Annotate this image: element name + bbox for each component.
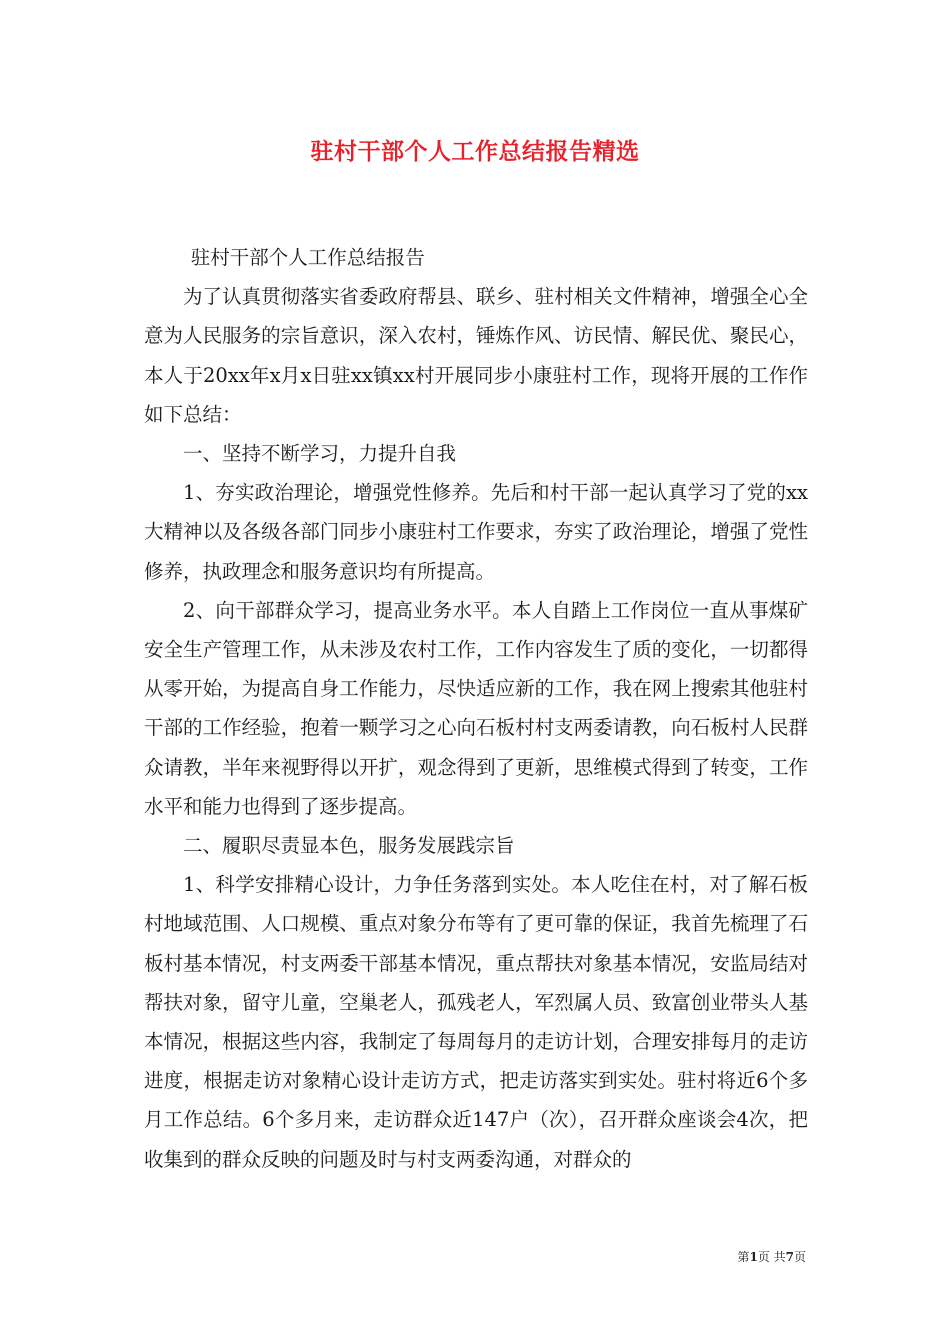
paragraph-1-2: 2、向干部群众学习，提高业务水平。本人自踏上工作岗位一直从事煤矿安全生产管理工作，从未涉及农村工作，工作内容发生了质的变化，一切都得从零开始，为提高自身工作能力，尽快适应新的工作，我在网上搜索其他驻村干部的工作经验，抱着一颗学习之心向石板村村支两委请教，向石板村人民群众请教，半年来视野得以开扩，观念得到了更新，思维模式得到了转变，工作水平和能力也得到了逐步提高。 — [144, 598, 808, 818]
document-title: 驻村干部个人工作总结报告精选 — [310, 138, 640, 165]
section-heading-2: 二、履职尽责显本色，服务发展践宗旨 — [183, 834, 515, 858]
footer-middle: 页 共 — [757, 1250, 786, 1264]
paragraph-1-1: 1、夯实政治理论，增强党性修养。先后和村干部一起认真学习了党的xx大精神以及各级各部门同步小康驻村工作要求，夯实了政治理论，增强了党性修养，执政理念和服务意识均有所提高。 — [144, 481, 808, 583]
paragraph-2-1: 1、科学安排精心设计，力争任务落到实处。本人吃住在村，对了解石板村地域范围、人口规模、重点对象分布等有了更可靠的保证，我首先梳理了石板村基本情况，村支两委干部基本情况，重点帮扶对象基本情况，安监局结对帮扶对象，留守儿童，空巢老人，孤残老人，军烈属人员、致富创业带头人基本情况，根据这些内容，我制定了每周每月的走访计划，合理安排每月的走访进度，根据走访对象精心设计走访方式，把走访落实到实处。驻村将近6个多月工作总结。6个多月来，走访群众近147户（次），召开群众座谈会4次，把收集到的群众反映的问题及时与村支两委沟通，对群众的 — [144, 873, 808, 1171]
footer-current-page: 1 — [749, 1250, 758, 1264]
document-subtitle: 驻村干部个人工作总结报告 — [190, 246, 425, 269]
section-heading-1: 一、坚持不断学习，力提升自我 — [183, 442, 457, 466]
footer-prefix: 第 — [737, 1250, 750, 1264]
footer-suffix: 页 — [793, 1250, 806, 1264]
page-footer — [737, 1248, 806, 1265]
footer-total-pages: 7 — [785, 1250, 794, 1264]
document-body — [144, 238, 808, 1179]
paragraph-intro: 为了认真贯彻落实省委政府帮县、联乡、驻村相关文件精神，增强全心全意为人民服务的宗旨意识，深入农村，锤炼作风、访民情、解民优、聚民心，本人于20xx年x月x日驻xx镇xx村开展同步小康驻村工作，现将开展的工作作如下总结： — [144, 285, 808, 426]
